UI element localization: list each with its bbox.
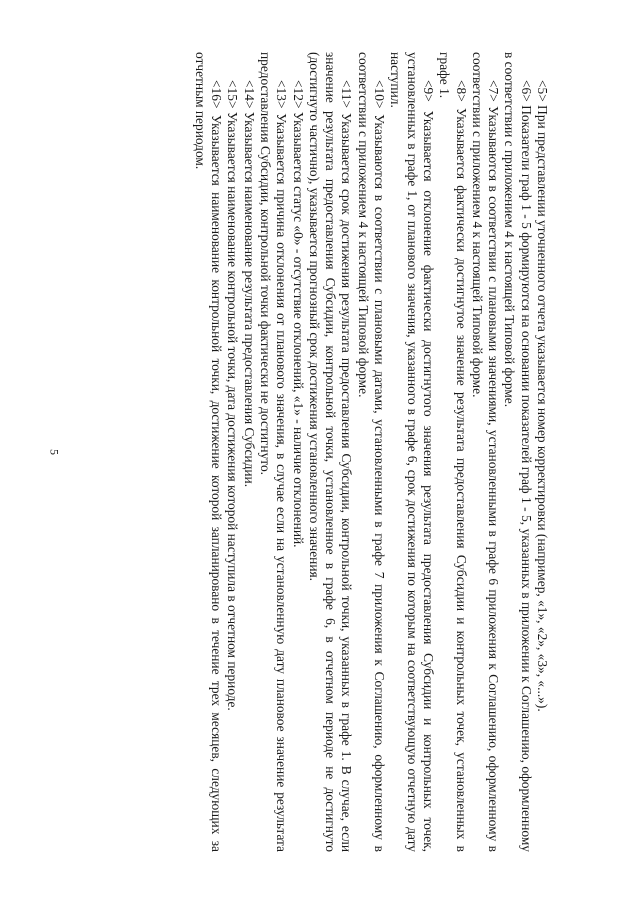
footnote-11: <11> Указывается срок достижения результата предоставления Субсидии, контрольной точки, указанных в графе 1. В случае, если значение результата предоставления Субсидии, контрольной точки, установленное в графе 6, в отчетном периоде не достигнуто (достигнуто частично), указывается прогнозный срок достижения установленного значения. <box>306 52 355 852</box>
footnote-12: <12> Указывается статус «0» - отсутствие отклонений, «1» - наличие отклонений. <box>290 80 306 548</box>
footnote-7: <7> Указываются в соответствии с плановыми значениями, установленными в графе 6 приложения к Соглашению, оформленному в соответствии с приложением 4 к настоящей Типовой форме. <box>469 52 502 852</box>
footnote-13: <13> Указывается причина отклонения от планового значения, в случае если на установленную дату плановое значение результата предоставления Субсидии, контрольной точки фактически не достигнуто. <box>257 52 290 852</box>
footnote-16: <16> Указывается наименование контрольной точки, достижение которой запланировано в течение трех месяцев, следующих за отчетным периодом. <box>192 52 225 852</box>
page-number: 5 <box>47 449 62 455</box>
footnote-5: <5> При представлении уточненного отчета указывается номер корректировки (например, «1», «2», «3», «...»). <box>535 80 550 712</box>
footnote-14: <14> Указывается наименование результата предоставления Субсидии. <box>241 80 257 488</box>
footnote-10: <10> Указываются в соответствии с плановыми датами, установленными в графе 7 приложения к Соглашению, оформленному в соответствии с приложением 4 к настоящей Типовой форме. <box>355 52 388 852</box>
footnote-6: <6> Показатели граф 1 - 5 формируются на основании показателей граф 1 - 5, указанных в приложении к Соглашению, оформленному в соответствии с приложением 4 к настоящей Типовой форме. <box>502 52 534 852</box>
footnotes-block <box>90 52 550 852</box>
footnote-15: <15> Указывается наименование контрольной точки, дата достижения которой наступила в отчетном периоде. <box>225 80 241 711</box>
footnote-8: <8> Указывается фактически достигнутое значение результата предоставления Субсидии и контрольных точек, установленных в графе 1. <box>437 52 469 852</box>
footnote-9: <9> Указывается отклонение фактически достигнутого значения результата предоставления Субсидии и контрольных точек, установленных в графе 1, от планового значения, указанного в графе 6, срок достижения по которым на соответствующую отчетную дату наступил. <box>388 52 436 852</box>
